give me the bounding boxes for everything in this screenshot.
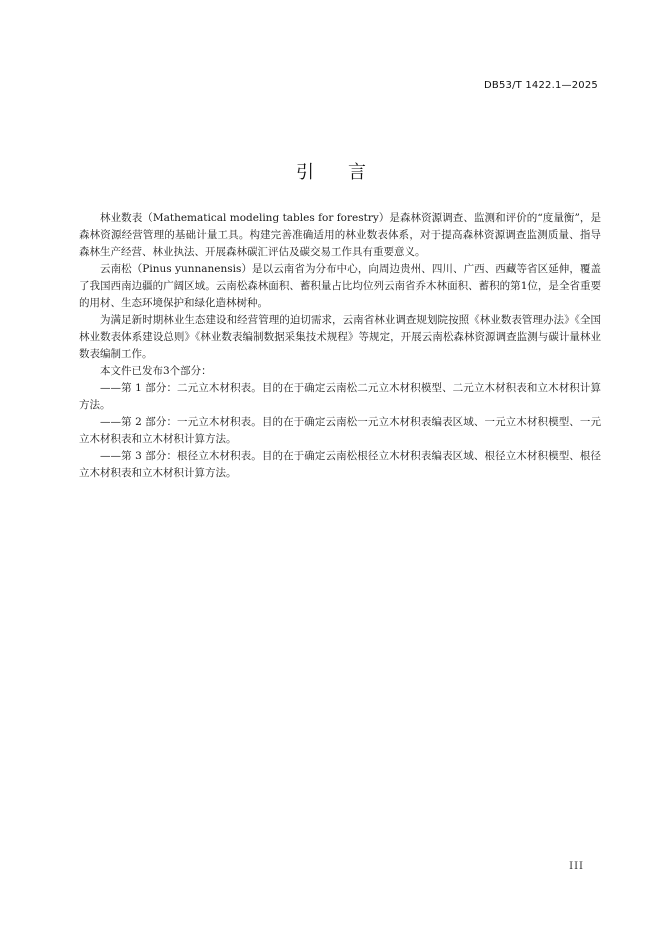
page-number: III	[569, 861, 584, 872]
document-code: DB53/T 1422.1—2025	[484, 80, 598, 91]
intro-paragraph-species: 云南松（Pinus yunnanensis）是以云南省为分布中心，向周边贵州、四川、广西、西藏等省区延伸，覆盖了我国西南边疆的广阔区域。云南松森林面积、蓄积量占比均位列云南省乔木林面积、蓄积的第1位，是全省重要的用材、生态环境保护和绿化造林树种。	[79, 263, 601, 309]
intro-paragraph-purpose: 为满足新时期林业生态建设和经营管理的迫切需求，云南省林业调查规划院按照《林业数表管理办法》《全国林业数表体系建设总则》《林业数表编制数据采集技术规程》等规定，开展云南松森林资源调查监测与碳计量林业数表编制工作。	[79, 314, 601, 360]
intro-paragraph-parts-lead: 本文件已发布3个部分：	[100, 365, 212, 377]
intro-paragraph-definition: 林业数表（Mathematical modeling tables for forestry）是森林资源调查、监测和评价的“度量衡”，是森林资源经营管理的基础计量工具。构建完善准确适用的林业数表体系，对于提高森林资源调查监测质量、指导森林生产经营、林业执法、开展森林碳汇评估及碳交易工作具有重要意义。	[79, 212, 601, 258]
part-list-item-1: ——第 1 部分：二元立木材积表。目的在于确定云南松二元立木材积模型、二元立木材积表和立木材积计算方法。	[79, 382, 601, 411]
introduction-body	[79, 210, 601, 482]
part-list-item-2: ——第 2 部分：一元立木材积表。目的在于确定云南松一元立木材积表编表区域、一元立木材积模型、一元立木材积表和立木材积计算方法。	[79, 416, 601, 445]
page-title: 引言	[296, 162, 400, 183]
part-list-item-3: ——第 3 部分：根径立木材积表。目的在于确定云南松根径立木材积表编表区域、根径立木材积模型、根径立木材积表和立木材积计算方法。	[79, 450, 601, 479]
